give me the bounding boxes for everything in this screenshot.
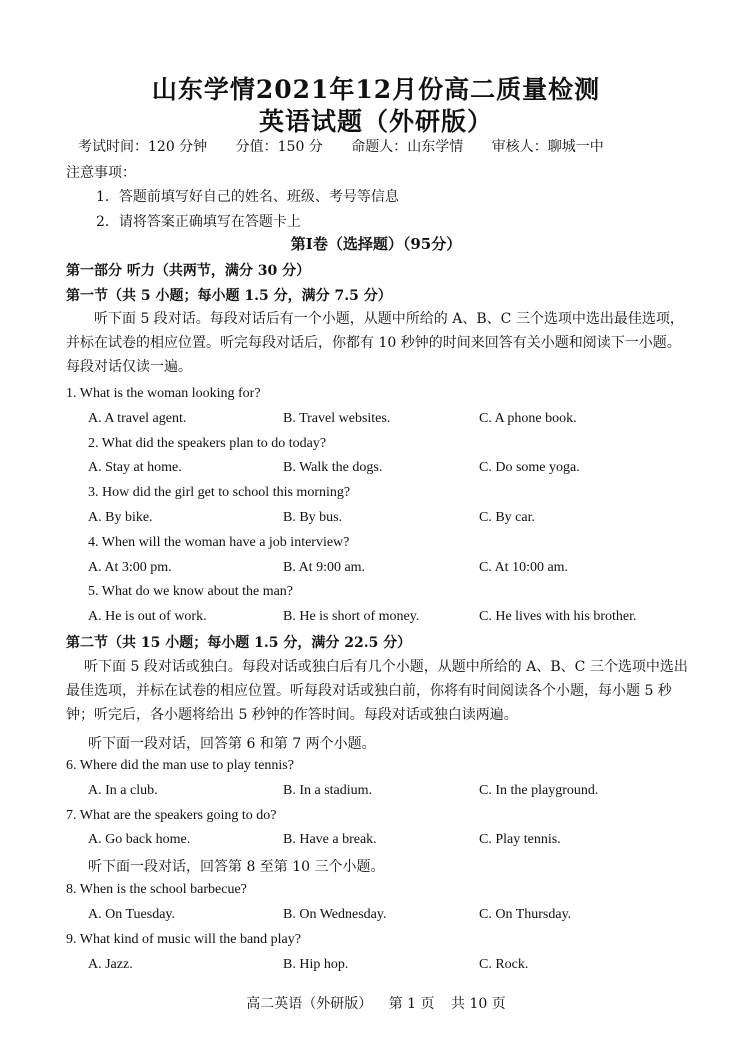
question-6: 6. Where did the man use to play tennis? bbox=[66, 758, 294, 773]
question-9: 9. What kind of music will the band play? bbox=[66, 932, 301, 947]
question-4: 4. When will the woman have a job interview? bbox=[88, 535, 350, 550]
question-7-option-b: B. Have a break. bbox=[283, 832, 377, 847]
exam-setter: 命题人：山东学情 bbox=[351, 139, 464, 155]
question-3-option-b: B. By bus. bbox=[283, 510, 343, 525]
question-1: 1. What is the woman looking for? bbox=[66, 386, 261, 401]
question-4-option-b: B. At 9:00 am. bbox=[283, 560, 366, 575]
page-footer bbox=[0, 993, 752, 1013]
question-8-option-b: B. On Wednesday. bbox=[283, 907, 387, 922]
question-5-option-a: A. He is out of work. bbox=[88, 609, 207, 624]
question-2: 2. What did the speakers plan to do today? bbox=[88, 436, 327, 451]
question-9-option-a: A. Jazz. bbox=[88, 957, 133, 972]
question-2-option-a: A. Stay at home. bbox=[88, 460, 182, 475]
question-9-option-c: C. Rock. bbox=[479, 957, 529, 972]
question-8: 8. When is the school barbecue? bbox=[66, 882, 247, 897]
question-7-option-a: A. Go back home. bbox=[88, 832, 191, 847]
question-4-option-a: A. At 3:00 pm. bbox=[88, 560, 172, 575]
notes-item-1: 1．答题前填写好自己的姓名、班级、考号等信息 bbox=[96, 189, 399, 205]
question-7-option-c: C. Play tennis. bbox=[479, 832, 561, 847]
question-3: 3. How did the girl get to school this morning? bbox=[88, 485, 351, 500]
question-5-option-b: B. He is short of money. bbox=[283, 609, 420, 624]
question-7: 7. What are the speakers going to do? bbox=[66, 808, 277, 823]
question-8-option-a: A. On Tuesday. bbox=[88, 907, 175, 922]
exam-title: 山东学情2021年12月份高二质量检测 bbox=[151, 75, 601, 104]
exam-reviewer: 审核人：聊城一中 bbox=[491, 139, 604, 155]
section2-lead-6-7: 听下面一段对话，回答第 6 和第 7 两个小题。 bbox=[88, 736, 376, 752]
question-6-option-c: C. In the playground. bbox=[479, 783, 599, 798]
question-5-option-c: C. He lives with his brother. bbox=[479, 609, 637, 624]
question-3-option-a: A. By bike. bbox=[88, 510, 153, 525]
question-6-option-a: A. In a club. bbox=[88, 783, 158, 798]
section1-instructions: 听下面 5 段对话。每段对话后有一个小题，从题中所给的 A、B、C 三个选项中选出最佳选项，并标在试卷的相应位置。听完每段对话后，你都有 10 秒钟的时间来回答有关小题和阅读下一小题。每段对话仅读一遍。 bbox=[66, 311, 684, 375]
exam-meta bbox=[78, 136, 628, 156]
notes-heading: 注意事项： bbox=[66, 165, 136, 181]
section2-lead-8-10: 听下面一段对话，回答第 8 至第 10 三个小题。 bbox=[88, 859, 385, 875]
question-2-option-b: B. Walk the dogs. bbox=[283, 460, 383, 475]
section1-heading: 第一节（共 5 小题；每小题 1.5 分，满分 7.5 分） bbox=[66, 288, 392, 304]
question-8-option-c: C. On Thursday. bbox=[479, 907, 572, 922]
question-1-option-b: B. Travel websites. bbox=[283, 411, 391, 426]
section2-instructions: 听下面 5 段对话或独白。每段对话或独白后有几个小题，从题中所给的 A、B、C 三个选项中选出最佳选项，并标在试卷的相应位置。听每段对话或独白前，你将有时间阅读各个小题，每小题 5 秒钟；听完后，各小题将给出 5 秒钟的作答时间。每段对话或独白读两遍。 bbox=[66, 659, 688, 723]
question-1-option-c: C. A phone book. bbox=[479, 411, 577, 426]
volume-title: 第Ⅰ卷（选择题）（95分） bbox=[290, 235, 462, 253]
footer-total-pages: 共 10 页 bbox=[451, 996, 506, 1012]
question-5: 5. What do we know about the man? bbox=[88, 584, 294, 599]
exam-time: 考试时间：120 分钟 bbox=[78, 139, 208, 155]
footer-page-number: 第 1 页 bbox=[388, 996, 435, 1012]
question-4-option-c: C. At 10:00 am. bbox=[479, 560, 569, 575]
question-9-option-b: B. Hip hop. bbox=[283, 957, 349, 972]
exam-subtitle: 英语试题（外研版） bbox=[258, 107, 493, 136]
exam-score: 分值：150 分 bbox=[235, 139, 323, 155]
question-1-option-a: A. A travel agent. bbox=[88, 411, 187, 426]
part1-heading: 第一部分 听力（共两节，满分 30 分） bbox=[66, 263, 311, 279]
question-3-option-c: C. By car. bbox=[479, 510, 535, 525]
question-6-option-b: B. In a stadium. bbox=[283, 783, 373, 798]
question-2-option-c: C. Do some yoga. bbox=[479, 460, 580, 475]
footer-subject: 高二英语（外研版） bbox=[246, 996, 373, 1012]
notes-item-2: 2．请将答案正确填写在答题卡上 bbox=[96, 214, 301, 230]
section2-heading: 第二节（共 15 小题；每小题 1.5 分，满分 22.5 分） bbox=[66, 635, 412, 651]
